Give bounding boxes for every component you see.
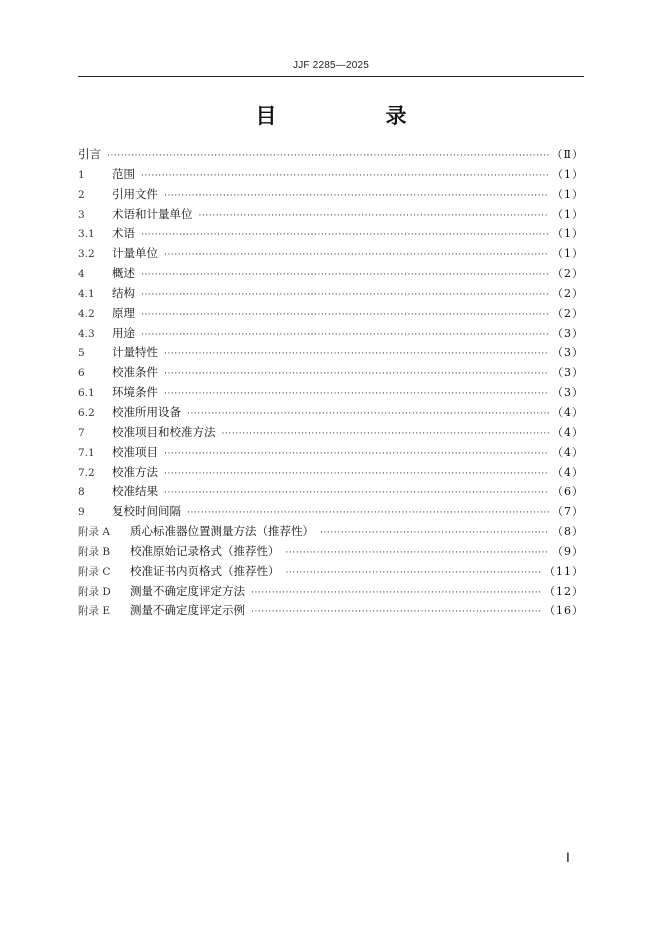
toc-entry[interactable]	[78, 284, 584, 304]
toc-entry-number: 9	[78, 506, 85, 519]
toc-entry-title: 概述	[112, 266, 135, 281]
toc-entry-page: （Ⅱ）	[551, 148, 584, 161]
toc-entry-title: 术语	[112, 226, 135, 241]
toc-entry-page: （2）	[552, 286, 584, 300]
toc-entry-title: 计量特性	[112, 345, 158, 360]
toc-entry-number: 6.1	[78, 387, 95, 400]
toc-leader-dots	[141, 266, 549, 286]
toc-entry-title: 原理	[112, 305, 135, 320]
running-header: JJF 2285—2025	[293, 60, 369, 71]
toc-entry-label	[78, 522, 314, 543]
toc-entry-number: 4.3	[78, 327, 95, 340]
page-title: 目 录	[255, 103, 451, 128]
toc-entry-page: （11）	[544, 564, 584, 578]
toc-entry[interactable]	[78, 244, 584, 264]
toc-entry-number: 7	[78, 426, 85, 439]
toc-entry-number: 1	[78, 168, 85, 181]
toc-leader-dots	[141, 286, 549, 306]
toc-entry-page: （1）	[552, 227, 584, 241]
toc-entry-page: （3）	[552, 346, 584, 360]
toc-entry-number: 8	[78, 486, 85, 499]
toc-entry-title: 测量不确定度评定示例	[130, 603, 245, 618]
toc-entry-label	[78, 324, 135, 345]
toc-entry-title: 校准方法	[112, 464, 158, 479]
toc-leader-dots	[164, 345, 549, 365]
toc-entry-page: （1）	[552, 167, 584, 181]
toc-leader-dots	[164, 385, 549, 405]
toc-leader-dots	[164, 484, 549, 504]
toc-leader-dots	[141, 167, 549, 187]
toc-entry-page: （1）	[552, 187, 584, 201]
toc-leader-dots	[164, 445, 549, 465]
toc-entry-page: （4）	[552, 425, 584, 439]
toc-entry-title: 校准原始记录格式（推荐性）	[130, 543, 280, 558]
toc-entry-label	[78, 165, 135, 186]
toc-entry-title: 测量不确定度评定方法	[130, 583, 245, 598]
toc-entry-title: 校准条件	[112, 365, 158, 380]
toc-entry-number: 附录 B	[78, 545, 111, 558]
toc-entry[interactable]	[78, 522, 584, 542]
toc-leader-dots	[251, 603, 541, 623]
toc-entry-page: （1）	[552, 247, 584, 261]
toc-entry-title: 结构	[112, 285, 135, 300]
table-of-contents	[78, 145, 584, 621]
toc-entry-label	[78, 244, 158, 265]
toc-entry[interactable]	[78, 205, 584, 225]
toc-entry-number: 3.1	[78, 228, 95, 241]
header-rule	[78, 76, 584, 77]
toc-entry-title: 校准所用设备	[112, 404, 181, 419]
toc-entry-page: （4）	[552, 445, 584, 459]
toc-entry[interactable]	[78, 562, 584, 582]
toc-entry-page: （1）	[552, 207, 584, 221]
toc-entry-label	[78, 502, 181, 523]
toc-entry-number: 3.2	[78, 248, 95, 261]
toc-leader-dots	[199, 207, 550, 227]
toc-leader-dots	[141, 326, 549, 346]
toc-entry-label	[78, 383, 158, 404]
toc-entry-label	[78, 423, 216, 444]
toc-entry-label	[78, 403, 181, 424]
toc-entry-label	[78, 224, 135, 245]
toc-entry-label	[78, 205, 193, 226]
toc-leader-dots	[251, 584, 541, 604]
toc-entry-number: 7.1	[78, 446, 95, 459]
toc-entry[interactable]	[78, 463, 584, 483]
toc-entry-page: （16）	[544, 604, 584, 618]
toc-leader-dots	[141, 226, 549, 246]
toc-entry[interactable]	[78, 542, 584, 562]
toc-entry[interactable]	[78, 224, 584, 244]
toc-entry[interactable]	[78, 482, 584, 502]
toc-entry-label	[78, 363, 158, 384]
toc-entry[interactable]	[78, 443, 584, 463]
toc-entry[interactable]	[78, 363, 584, 383]
toc-entry-number: 附录 D	[78, 585, 111, 598]
toc-entry[interactable]	[78, 343, 584, 363]
toc-entry-label	[78, 284, 135, 305]
toc-entry-number: 5	[78, 347, 85, 360]
toc-leader-dots	[107, 147, 549, 167]
toc-entry-label	[78, 463, 158, 484]
toc-entry[interactable]	[78, 185, 584, 205]
toc-entry-label	[78, 145, 101, 165]
toc-entry[interactable]	[78, 165, 584, 185]
toc-entry-number: 6	[78, 367, 85, 380]
toc-leader-dots	[164, 465, 549, 485]
toc-entry-label	[78, 264, 135, 285]
page-number: Ⅰ	[566, 850, 570, 865]
toc-leader-dots	[222, 425, 550, 445]
toc-entry-label	[78, 343, 158, 364]
toc-entry-number: 4.2	[78, 307, 95, 320]
toc-leader-dots	[164, 187, 549, 207]
toc-entry-number: 2	[78, 188, 85, 201]
toc-entry-page: （2）	[552, 267, 584, 281]
toc-entry-page: （8）	[552, 525, 584, 539]
toc-entry-label	[78, 304, 135, 325]
toc-entry-number: 3	[78, 208, 85, 221]
toc-entry-title: 引用文件	[112, 186, 158, 201]
toc-entry-label	[78, 542, 280, 563]
toc-entry-title: 校准证书内页格式（推荐性）	[130, 563, 280, 578]
toc-leader-dots	[286, 564, 542, 584]
toc-entry-number: 6.2	[78, 406, 95, 419]
toc-entry-number: 附录 C	[78, 565, 111, 578]
toc-entry-title: 校准项目	[112, 444, 158, 459]
toc-entry-number: 4.1	[78, 287, 95, 300]
toc-entry[interactable]	[78, 304, 584, 324]
toc-entry-title: 术语和计量单位	[112, 206, 193, 221]
toc-entry-title: 引言	[78, 147, 101, 161]
toc-entry-page: （4）	[552, 465, 584, 479]
toc-entry-page: （4）	[552, 405, 584, 419]
toc-entry-page: （2）	[552, 306, 584, 320]
toc-entry[interactable]	[78, 423, 584, 443]
toc-leader-dots	[320, 524, 549, 544]
toc-leader-dots	[187, 405, 549, 425]
toc-entry-title: 范围	[112, 166, 135, 181]
toc-entry-title: 校准结果	[112, 484, 158, 499]
toc-entry-title: 用途	[112, 325, 135, 340]
toc-entry-page: （3）	[552, 366, 584, 380]
toc-leader-dots	[141, 306, 549, 326]
toc-leader-dots	[164, 246, 549, 266]
toc-entry-number: 附录 E	[78, 605, 111, 618]
toc-entry[interactable]	[78, 264, 584, 284]
toc-entry-page: （3）	[552, 326, 584, 340]
toc-entry-title: 复校时间间隔	[112, 504, 181, 519]
toc-leader-dots	[286, 544, 550, 564]
toc-entry-page: （9）	[552, 544, 584, 558]
toc-entry-page: （6）	[552, 485, 584, 499]
toc-entry-title: 校准项目和校准方法	[112, 424, 216, 439]
toc-entry[interactable]	[78, 582, 584, 602]
toc-entry-title: 计量单位	[112, 246, 158, 261]
toc-entry[interactable]	[78, 324, 584, 344]
toc-entry-number: 7.2	[78, 466, 95, 479]
toc-entry-title: 环境条件	[112, 385, 158, 400]
toc-entry-page: （7）	[552, 505, 584, 519]
toc-entry-page: （3）	[552, 386, 584, 400]
toc-entry-label	[78, 562, 280, 583]
toc-entry-number: 附录 A	[78, 526, 110, 539]
toc-entry-title: 质心标准器位置测量方法（推荐性）	[130, 524, 314, 539]
toc-entry[interactable]	[78, 403, 584, 423]
toc-leader-dots	[164, 365, 549, 385]
toc-entry[interactable]	[78, 502, 584, 522]
toc-entry-label	[78, 185, 158, 206]
toc-entry-page: （12）	[544, 584, 584, 598]
toc-entry-label	[78, 443, 158, 464]
toc-entry-label	[78, 601, 245, 622]
toc-entry[interactable]	[78, 145, 584, 165]
toc-entry[interactable]	[78, 383, 584, 403]
toc-entry-number: 4	[78, 268, 85, 281]
toc-entry-label	[78, 482, 158, 503]
toc-entry[interactable]	[78, 601, 584, 621]
toc-entry-label	[78, 582, 245, 603]
